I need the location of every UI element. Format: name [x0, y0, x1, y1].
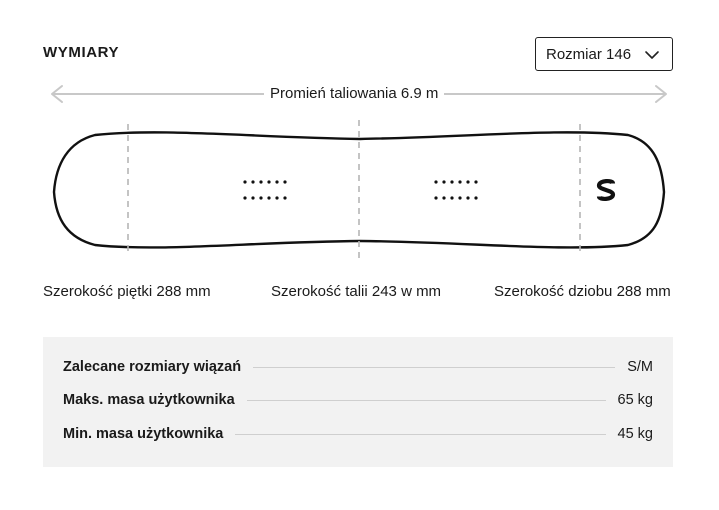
spec-value: 65 kg [617, 392, 653, 408]
spec-row-max-weight [63, 390, 653, 410]
size-dropdown-value: Rozmiar 146 [546, 45, 632, 63]
section-title: WYMIARY [43, 44, 120, 61]
chevron-down-icon [644, 47, 660, 63]
spec-name: Min. masa użytkownika [63, 426, 224, 442]
spec-divider [235, 434, 605, 435]
spec-value: S/M [627, 359, 653, 375]
spec-row-binding-size [63, 357, 653, 377]
size-dropdown[interactable] [535, 37, 673, 71]
spec-divider [247, 400, 606, 401]
waist-width-label: Szerokość talii 243 w mm [271, 283, 442, 300]
spec-name: Maks. masa użytkownika [63, 392, 235, 408]
heel-width-label: Szerokość piętki 288 mm [43, 283, 211, 300]
spec-panel [43, 337, 673, 467]
sidecut-radius-label: Promień taliowania 6.9 m [264, 85, 444, 102]
tip-width-label: Szerokość dziobu 288 mm [494, 283, 671, 300]
spec-divider [253, 367, 615, 368]
snowboard-outline [50, 120, 670, 260]
spec-value: 45 kg [617, 426, 653, 442]
spec-row-min-weight [63, 424, 653, 444]
spec-name: Zalecane rozmiary wiązań [63, 359, 242, 375]
